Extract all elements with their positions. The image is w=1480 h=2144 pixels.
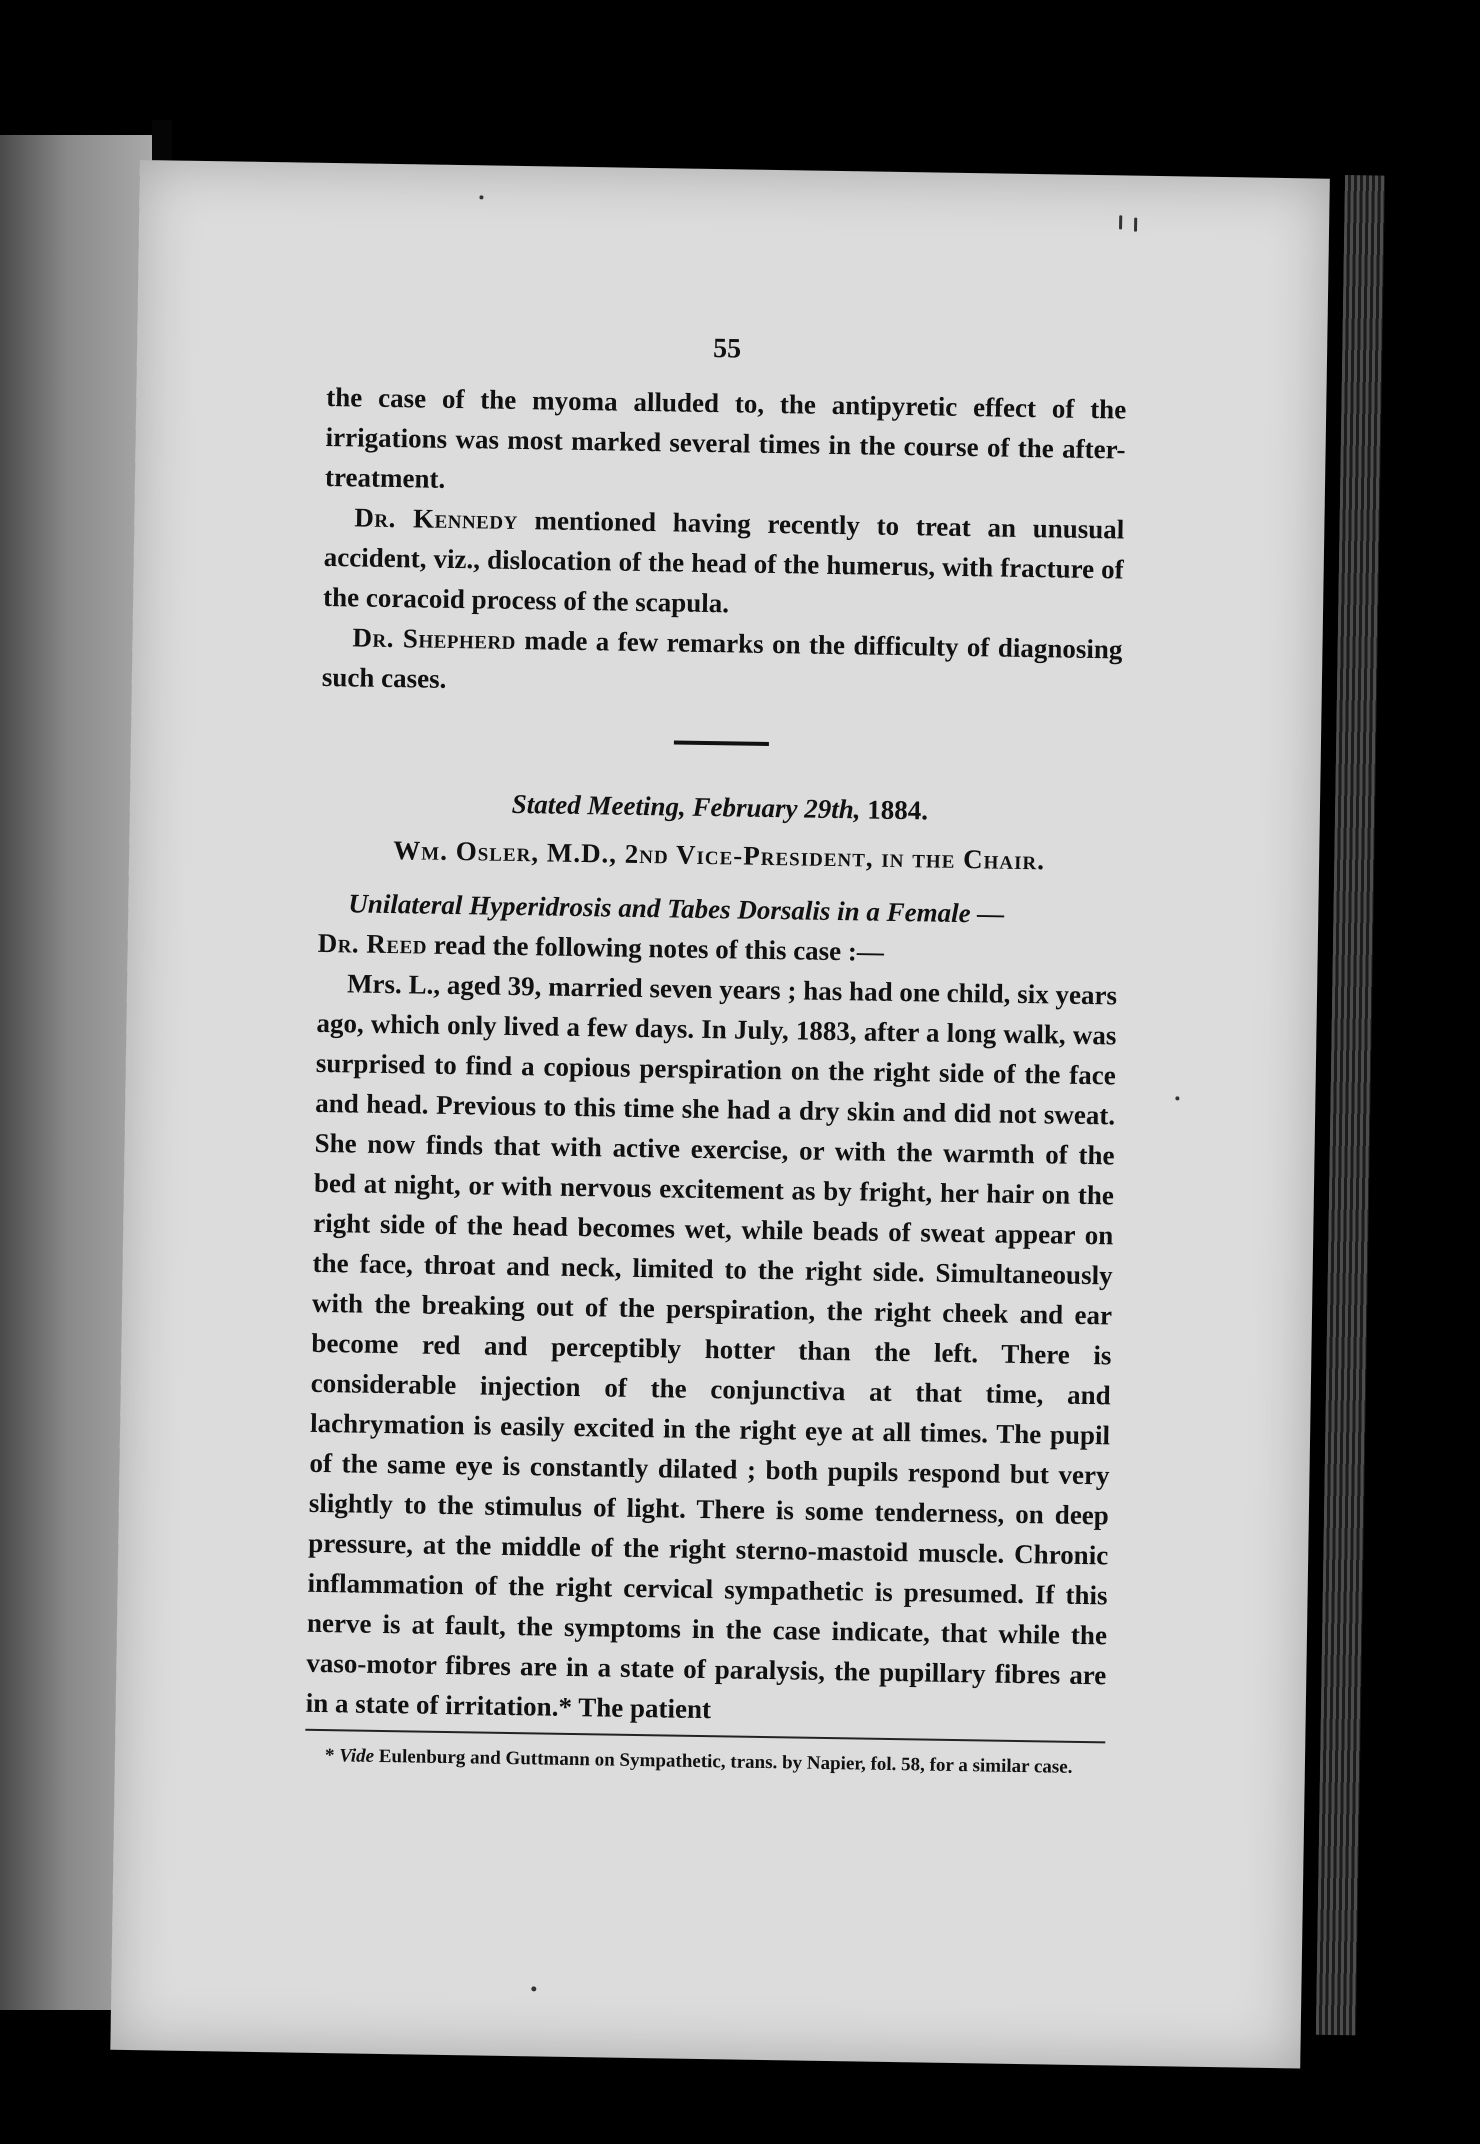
page-speck: [1175, 1096, 1179, 1100]
section-divider: [673, 740, 768, 745]
paragraph-shepherd-text: made a few remarks on the difficulty of diagnosing such cases.: [321, 624, 1123, 694]
meeting-year: 1884.: [860, 794, 929, 826]
page-speck: [1119, 215, 1122, 229]
paragraph-shepherd: [322, 617, 1123, 710]
page-speck: [531, 1986, 536, 1991]
page-speck: [1134, 218, 1137, 232]
footnote-vide: Vide: [339, 1745, 375, 1767]
meeting-heading-text: Stated Meeting, February 29th,: [511, 788, 861, 825]
case-notes: Mrs. L., aged 39, married seven years ; has had one child, six years ago, which only lived a few days. In July, 1883, after a long walk, was surprised to find a copious perspiration on the right side of the face and head. Previous to this time she had a dry skin and did not sweat. She now finds that with active exercise, or with the warmth of the bed at night, or with nervous excitement as by fright, her hair on the right side of the head becomes wet, while beads of sweat appear on the face, throat and neck, limited to the right side. Simultaneously with the breaking out of the perspiration, the right cheek and ear become red and perceptibly hotter than the left. There is considerable injection of the conjunctiva at that time, and lachrymation is easily excited in the right eye at all times. The pupil of the same eye is constantly dilated ; both pupils respond but very slightly to the stimulus of light. There is some tenderness, on deep pressure, at the middle of the right sterno-mastoid muscle. Chronic inflammation of the right cervical sympathetic is presumed. If this nerve is at fault, the symptoms in the case indicate, that while the vaso-motor fibres are in a state of paralysis, the pupillary fibres are in a state of irritation.* The patient: [305, 968, 1118, 1725]
page-text: [305, 323, 1128, 1781]
speaker-shepherd: Dr. Shepherd: [352, 622, 517, 655]
speaker-reed: Dr. Reed: [317, 927, 428, 960]
footnote: [305, 1743, 1105, 1782]
page-stack-edge: [1316, 175, 1385, 2035]
speaker-kennedy: Dr. Kennedy: [354, 502, 519, 535]
footnote-marker: *: [324, 1745, 340, 1767]
footnote-text: Eulenburg and Guttmann on Sympathetic, trans. by Napier, fol. 58, for a similar case.: [373, 1745, 1073, 1778]
book-page: [110, 160, 1330, 2068]
page-number: 55: [712, 333, 742, 365]
page-speck: [479, 195, 483, 199]
paragraph-kennedy-text: mentioned having recently to treat an unusual accident, viz., dislocation of the head of the humerus, with fracture of the coracoid process of the scapula.: [322, 504, 1125, 619]
paragraph-myoma: the case of the myoma alluded to, the antipyretic effect of the irrigations was most marked several times in the course of the after-treatment.: [324, 381, 1127, 494]
chair-line: Wm. Osler, M.D., 2nd Vice-President, in the Chair.: [393, 835, 1046, 876]
case-intro-text: read the following notes of this case :—: [426, 929, 885, 967]
paragraph-kennedy: [323, 497, 1125, 630]
case-title: Unilateral Hyperidrosis and Tabes Dorsalis in a Female —: [348, 888, 1005, 929]
meeting-heading: [320, 781, 1121, 834]
